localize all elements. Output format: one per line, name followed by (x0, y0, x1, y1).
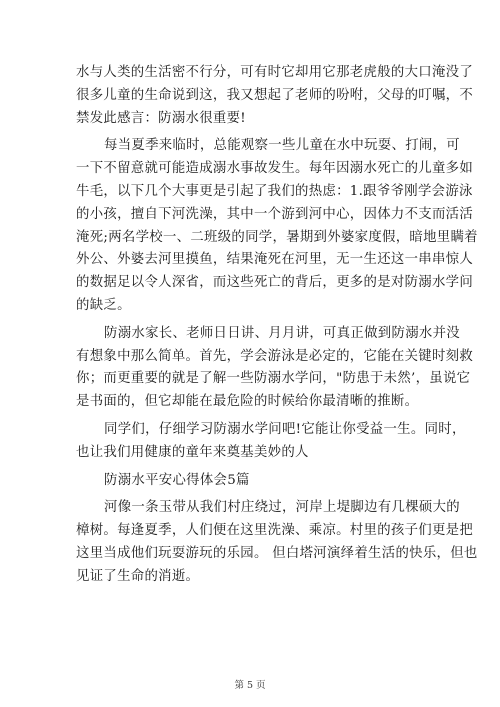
text-line: 的小孩，擅自下河洗澡，其中一个游到河中心，因体力不支而活活 (76, 206, 474, 222)
text-line: 很多儿童的生命说到这，我又想起了老师的吩咐，父母的叮嘱，不 (76, 87, 474, 103)
paragraph (76, 62, 474, 130)
text-line: 你；而更重要的就是了解一些防溺水学问，"防患于未然’，虽说它 (76, 371, 471, 387)
text-line: 也让我们用健康的童年来奠基美妙的人 (76, 444, 309, 460)
text-line: 的数据足以令人深省，而这些死亡的背后，更多的是对防溺水学问 (76, 275, 474, 291)
text-line: 外公、外婆去河里摸鱼，结果淹死在河里，无一生还这一串串惊人 (76, 252, 474, 268)
text-line: 樟树。每逢夏季，人们便在这里洗澡、乘凉。村里的孩子们更是把 (76, 523, 474, 539)
text-line: 防溺水平安心得体会5篇 (104, 472, 250, 488)
paragraph (76, 497, 478, 588)
paragraph (76, 323, 474, 414)
document-body (76, 62, 478, 589)
text-line: 的缺乏。 (76, 297, 131, 313)
text-line: 这里当成他们玩耍游玩的乐园。 但白塔河演绎着生活的快乐，但也 (76, 545, 478, 561)
text-line: 一下不留意就可能造成溺水事故发生。每年因溺水死亡的儿童多如 (76, 161, 474, 177)
text-line: 防溺水家长、老师日日讲、月月讲，可真正做到防溺水并没 (104, 325, 460, 341)
text-line: 淹死;两名学校一、二班级的同学，暑期到外婆家度假，暗地里瞒着 (76, 229, 478, 245)
text-line: 禁发此感言：防溺水很重要! (76, 110, 246, 126)
text-line: 水与人类的生活密不行分，可有时它却用它那老虎般的大口淹没了 (76, 65, 474, 80)
text-line: 有想象中那么简单。首先，学会游泳是必定的，它能在关键时刻救 (76, 348, 474, 364)
section-heading (76, 470, 431, 493)
text-line: 牛毛，以下几个大事更是引起了我们的热虑：1.跟爷爷刚学会游泳 (76, 183, 473, 199)
text-line: 同学们，仔细学习防溺水学问吧!它能让你受益一生。同时， (104, 421, 466, 437)
text-line: 每当夏季来临时，总能观察一些儿童在水中玩耍、打闹，可 (104, 138, 460, 154)
paragraph (76, 419, 466, 465)
text-line: 是书面的，但它却能在最危险的时候给你最清晰的推断。 (76, 394, 419, 410)
paragraph (76, 135, 478, 317)
text-line: 见证了生命的消逝。 (76, 568, 200, 584)
page-number: 第 5 页 (234, 680, 266, 691)
text-line: 河像一条玉带从我们村庄绕过，河岸上堤脚边有几棵硕大的 (104, 500, 460, 516)
